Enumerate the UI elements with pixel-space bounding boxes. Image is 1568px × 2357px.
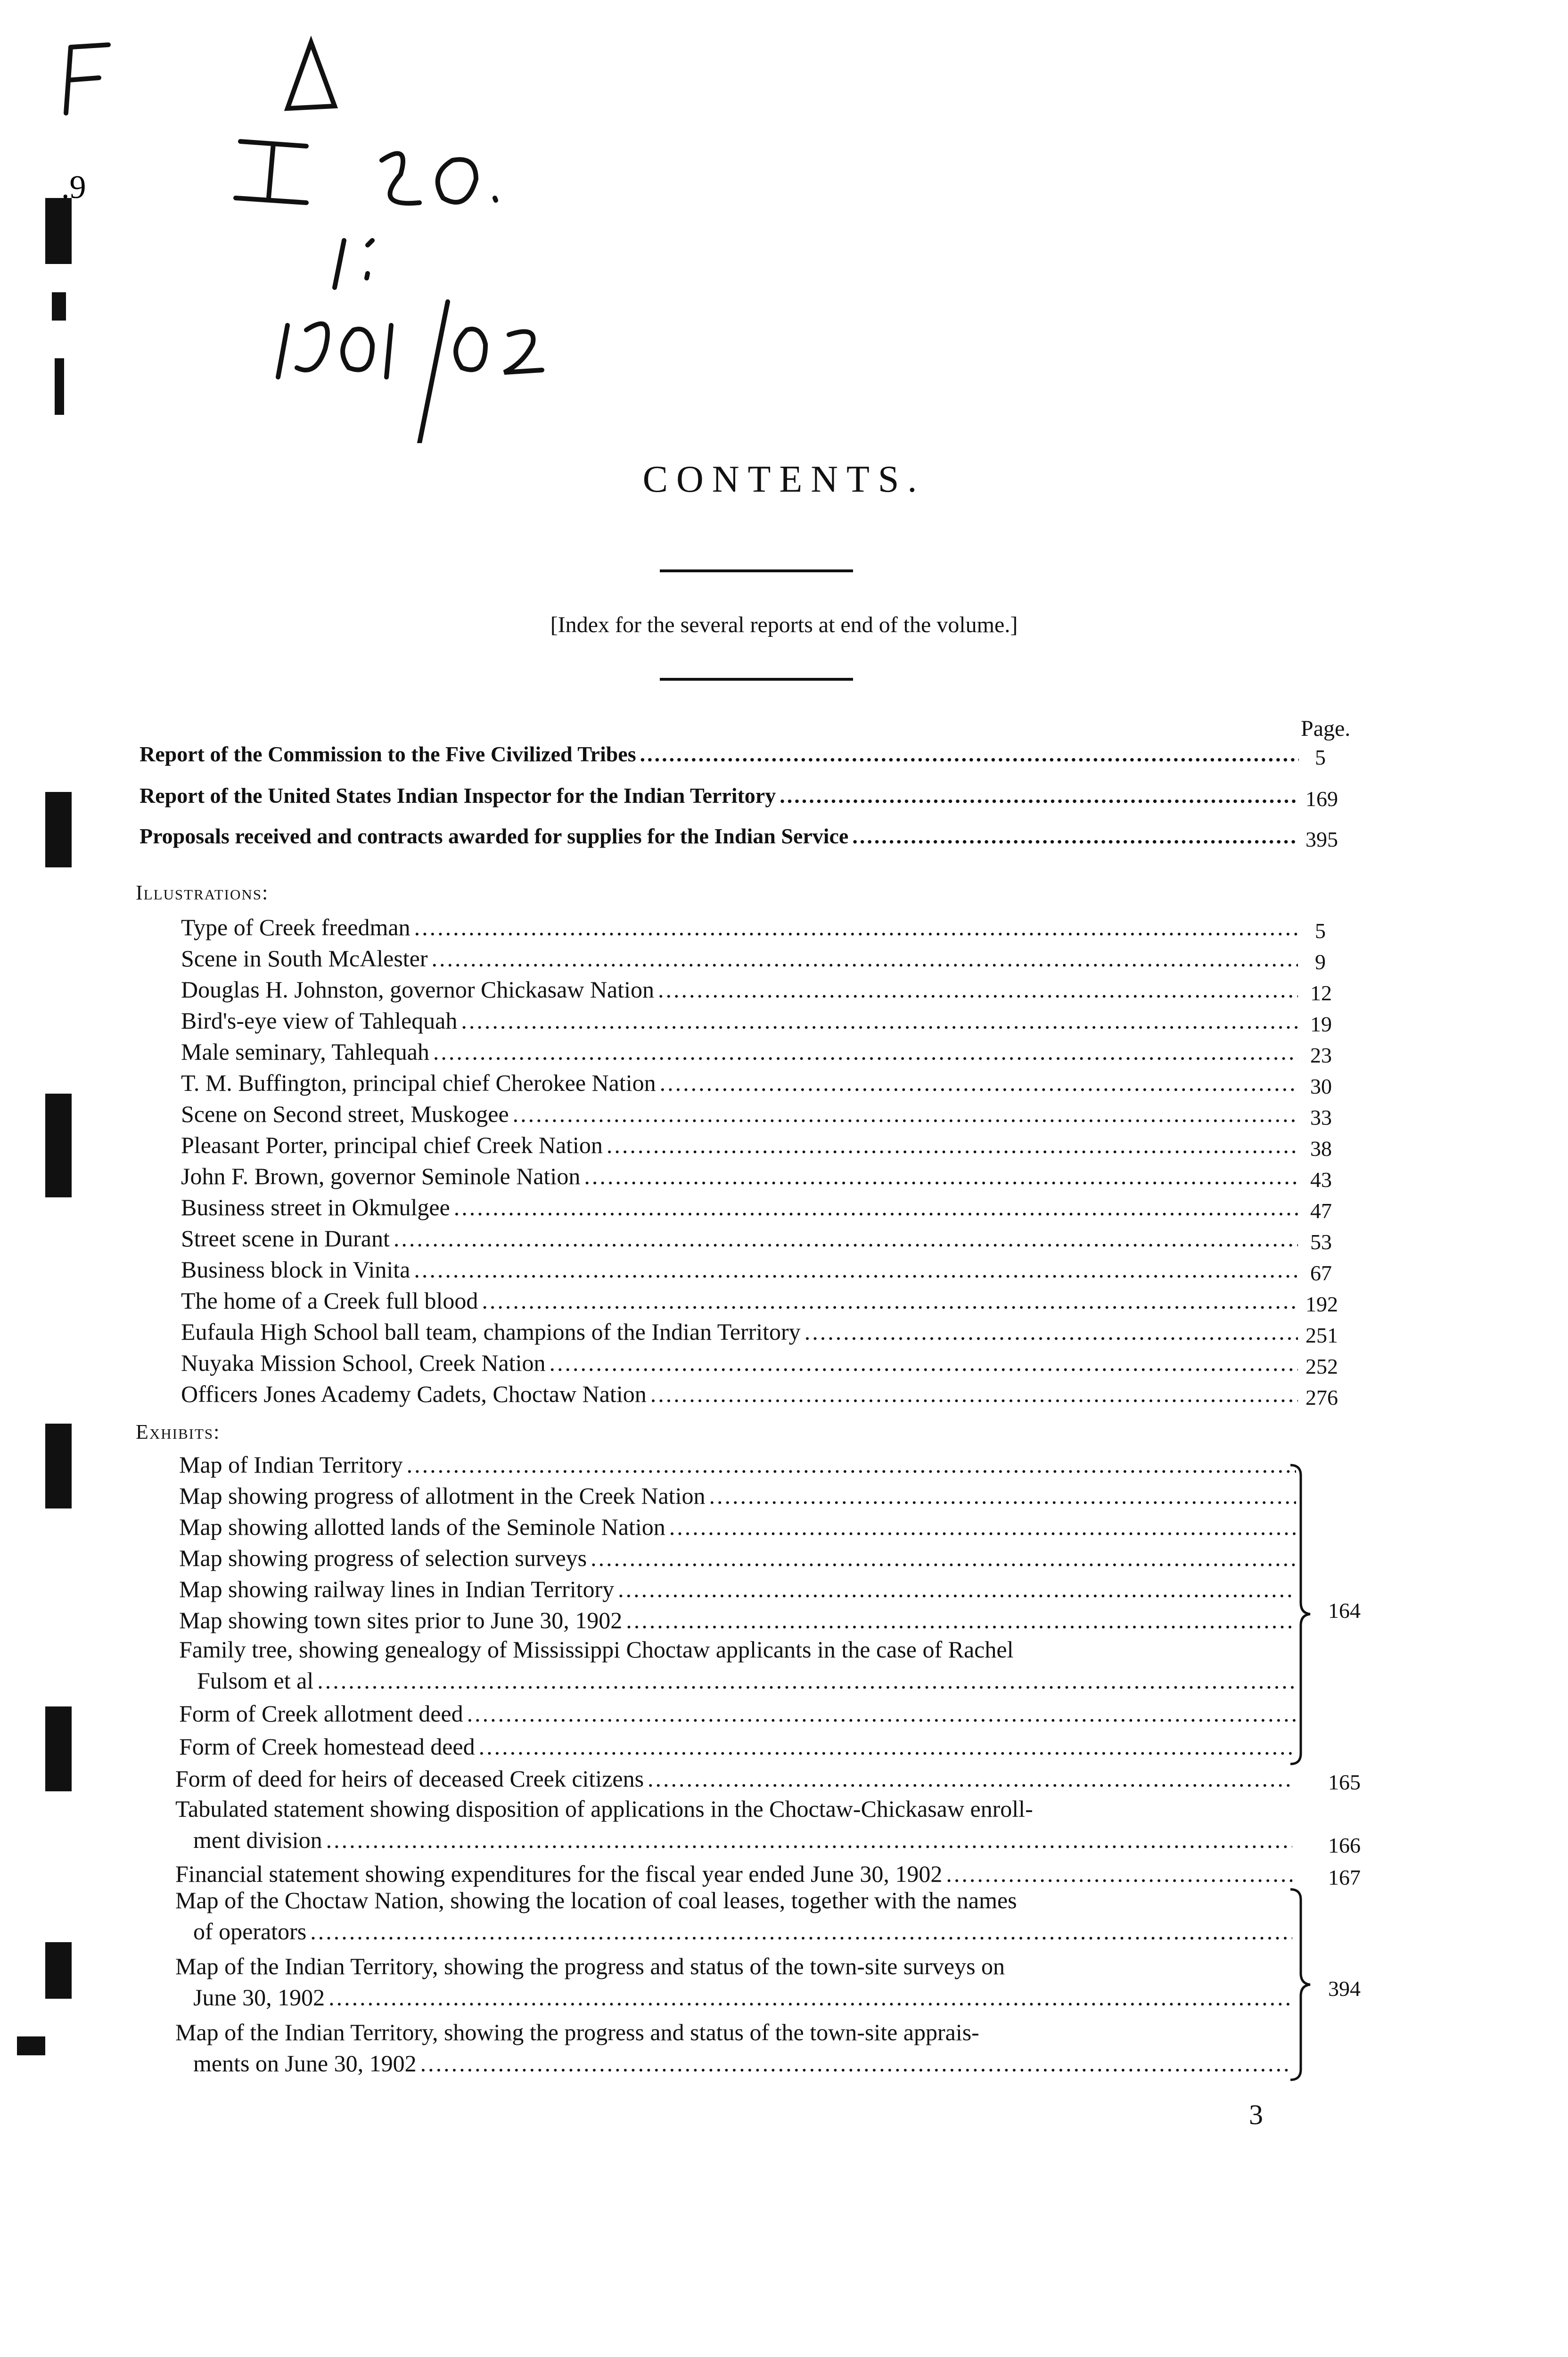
title-rule-top [660, 569, 853, 572]
toc-entry [179, 1509, 1296, 1541]
toc-entry [181, 1345, 1298, 1376]
toc-entry [181, 1096, 1298, 1128]
toc-entry-page: 19 [1310, 1012, 1332, 1036]
toc-entry-multiline [175, 2017, 1292, 2079]
toc-entry-report [140, 817, 1299, 849]
toc-entry-page: 33 [1310, 1105, 1332, 1129]
toc-entry-page: 169 [1305, 787, 1338, 811]
toc-entry [179, 1478, 1296, 1509]
toc-entry-label: Pleasant Porter, principal chief Creek Nation [181, 1132, 603, 1158]
toc-entry-multiline [175, 1793, 1292, 1855]
toc-entry-line1: Tabulated statement showing disposition of applications in the Choctaw-Chickasaw enroll- [175, 1796, 1033, 1822]
toc-entry-line2: June 30, 1902 [193, 1984, 325, 2011]
folio-page-number: 3 [1249, 2099, 1263, 2130]
toc-entry-page: 5 [1315, 745, 1326, 769]
toc-entry-label: The home of a Creek full blood [181, 1287, 478, 1314]
toc-entry-label: Map of Indian Territory [179, 1451, 403, 1478]
toc-entry-page: 192 [1305, 1292, 1338, 1316]
toc-entry [181, 941, 1298, 972]
toc-entry [181, 972, 1298, 1003]
toc-entry-page: 38 [1310, 1137, 1332, 1161]
toc-entry-label: Map showing railway lines in Indian Territory [179, 1576, 615, 1602]
toc-entry-multiline [175, 1885, 1292, 1947]
toc-entry-page: 251 [1305, 1323, 1338, 1347]
toc-entry [179, 1603, 1296, 1634]
toc-entry-label: Map showing progress of allotment in the Creek Nation [179, 1483, 706, 1509]
toc-entry [181, 910, 1298, 941]
toc-entry-page: 276 [1305, 1385, 1338, 1409]
toc-entry [179, 1541, 1296, 1572]
toc-entry-label: Officers Jones Academy Cadets, Choctaw Nation [181, 1381, 647, 1407]
toc-entry-label: Map showing progress of selection surveys [179, 1545, 587, 1571]
toc-entry-label: T. M. Buffington, principal chief Cherokee Nation [181, 1070, 656, 1096]
toc-entry-line1: Map of the Indian Territory, showing the progress and status of the town-site apprais- [175, 2019, 979, 2045]
toc-entry-label: Nuyaka Mission School, Creek Nation [181, 1350, 546, 1376]
section-heading-illustrations: Illustrations: [136, 881, 269, 904]
toc-entry [181, 1003, 1298, 1034]
handwritten-call-number [42, 19, 584, 443]
toc-entry-page: 23 [1310, 1043, 1332, 1067]
toc-entry-page: 53 [1310, 1230, 1332, 1254]
toc-entry-page: 166 [1328, 1833, 1361, 1857]
toc-entry-label: Proposals received and contracts awarded for supplies for the Indian Service [140, 824, 849, 848]
toc-entry-label: Street scene in Durant [181, 1225, 390, 1252]
toc-entry [181, 1314, 1298, 1345]
toc-entry-page: 165 [1328, 1770, 1361, 1794]
toc-entry-label: Report of the United States Indian Inspector for the Indian Territory [140, 783, 776, 808]
toc-entry-label: Douglas H. Johnston, governor Chickasaw Nation [181, 976, 655, 1003]
toc-entry-label: Form of Creek homestead deed [179, 1733, 475, 1760]
toc-entry-label: Map showing allotted lands of the Seminole Nation [179, 1514, 665, 1540]
toc-entry [181, 1034, 1298, 1065]
toc-entry-label: Bird's-eye view of Tahlequah [181, 1007, 458, 1034]
toc-entry [181, 1252, 1298, 1283]
page-column-label: Page. [1301, 716, 1351, 741]
toc-entry-line2: ments on June 30, 1902 [193, 2050, 417, 2077]
toc-entry [181, 1190, 1298, 1221]
toc-entry [179, 1447, 1296, 1478]
toc-entry [179, 1572, 1296, 1603]
toc-entry-label: Business block in Vinita [181, 1256, 410, 1283]
toc-entry [181, 1283, 1298, 1314]
toc-entry-page: 67 [1310, 1261, 1332, 1285]
toc-entry-line2: ment division [193, 1827, 322, 1853]
toc-entry-label: Map showing town sites prior to June 30, 1902 [179, 1607, 623, 1633]
toc-entry [181, 1221, 1298, 1252]
toc-entry-label: Business street in Okmulgee [181, 1194, 450, 1220]
toc-entry-line1: Family tree, showing genealogy of Mississippi Choctaw applicants in the case of Rachel [179, 1636, 1014, 1663]
toc-entry-report [140, 777, 1299, 808]
toc-entry-label: Type of Creek freedman [181, 914, 410, 940]
toc-entry-multiline [179, 1634, 1296, 1696]
toc-entry [181, 1159, 1298, 1190]
toc-entry [175, 1761, 1292, 1792]
toc-entry-page: 252 [1305, 1354, 1338, 1378]
toc-entry [175, 1856, 1292, 1887]
group-page-394: 394 [1328, 1977, 1361, 2001]
toc-entry [181, 1376, 1298, 1408]
toc-entry-line1: Map of the Choctaw Nation, showing the location of coal leases, together with the names [175, 1887, 1017, 1913]
toc-entry-page: 395 [1305, 827, 1338, 851]
toc-entry-line2: of operators [193, 1918, 307, 1945]
index-note: [Index for the several reports at end of the volume.] [550, 612, 1018, 637]
toc-entry-page: 12 [1310, 981, 1332, 1005]
toc-entry-page: 9 [1315, 950, 1326, 974]
toc-entry-report [140, 735, 1299, 766]
toc-entry-page: 43 [1310, 1168, 1332, 1192]
toc-entry-line2: Fulsom et al [197, 1667, 314, 1694]
toc-entry [179, 1696, 1296, 1727]
toc-entry-label: Scene in South McAlester [181, 945, 428, 972]
toc-entry-label: Male seminary, Tahlequah [181, 1038, 429, 1065]
toc-entry-label: Eufaula High School ball team, champions of the Indian Territory [181, 1319, 801, 1345]
toc-entry-label: Form of deed for heirs of deceased Creek citizens [175, 1765, 644, 1792]
svg-text:.9: .9 [61, 169, 86, 206]
toc-entry-page: 5 [1315, 919, 1326, 943]
title-rule-bottom [660, 678, 853, 681]
toc-entry-label: Scene on Second street, Muskogee [181, 1101, 509, 1127]
toc-entry-page: 30 [1310, 1074, 1332, 1098]
toc-entry-page: 167 [1328, 1865, 1361, 1889]
toc-entry [181, 1065, 1298, 1096]
toc-entry [179, 1729, 1296, 1760]
toc-entry-page: 47 [1310, 1199, 1332, 1223]
toc-entry-label: Report of the Commission to the Five Civilized Tribes [140, 742, 636, 766]
page-title: CONTENTS. [642, 459, 926, 500]
toc-entry-label: John F. Brown, governor Seminole Nation [181, 1163, 581, 1189]
group-page-164: 164 [1328, 1599, 1361, 1623]
toc-entry-line1: Map of the Indian Territory, showing the progress and status of the town-site surveys on [175, 1953, 1005, 1979]
toc-entry [181, 1128, 1298, 1159]
section-heading-exhibits: Exhibits: [136, 1420, 221, 1443]
toc-entry-label: Financial statement showing expenditures for the fiscal year ended June 30, 1902 [175, 1861, 943, 1887]
toc-entry-multiline [175, 1951, 1292, 2013]
toc-entry-label: Form of Creek allotment deed [179, 1700, 463, 1727]
